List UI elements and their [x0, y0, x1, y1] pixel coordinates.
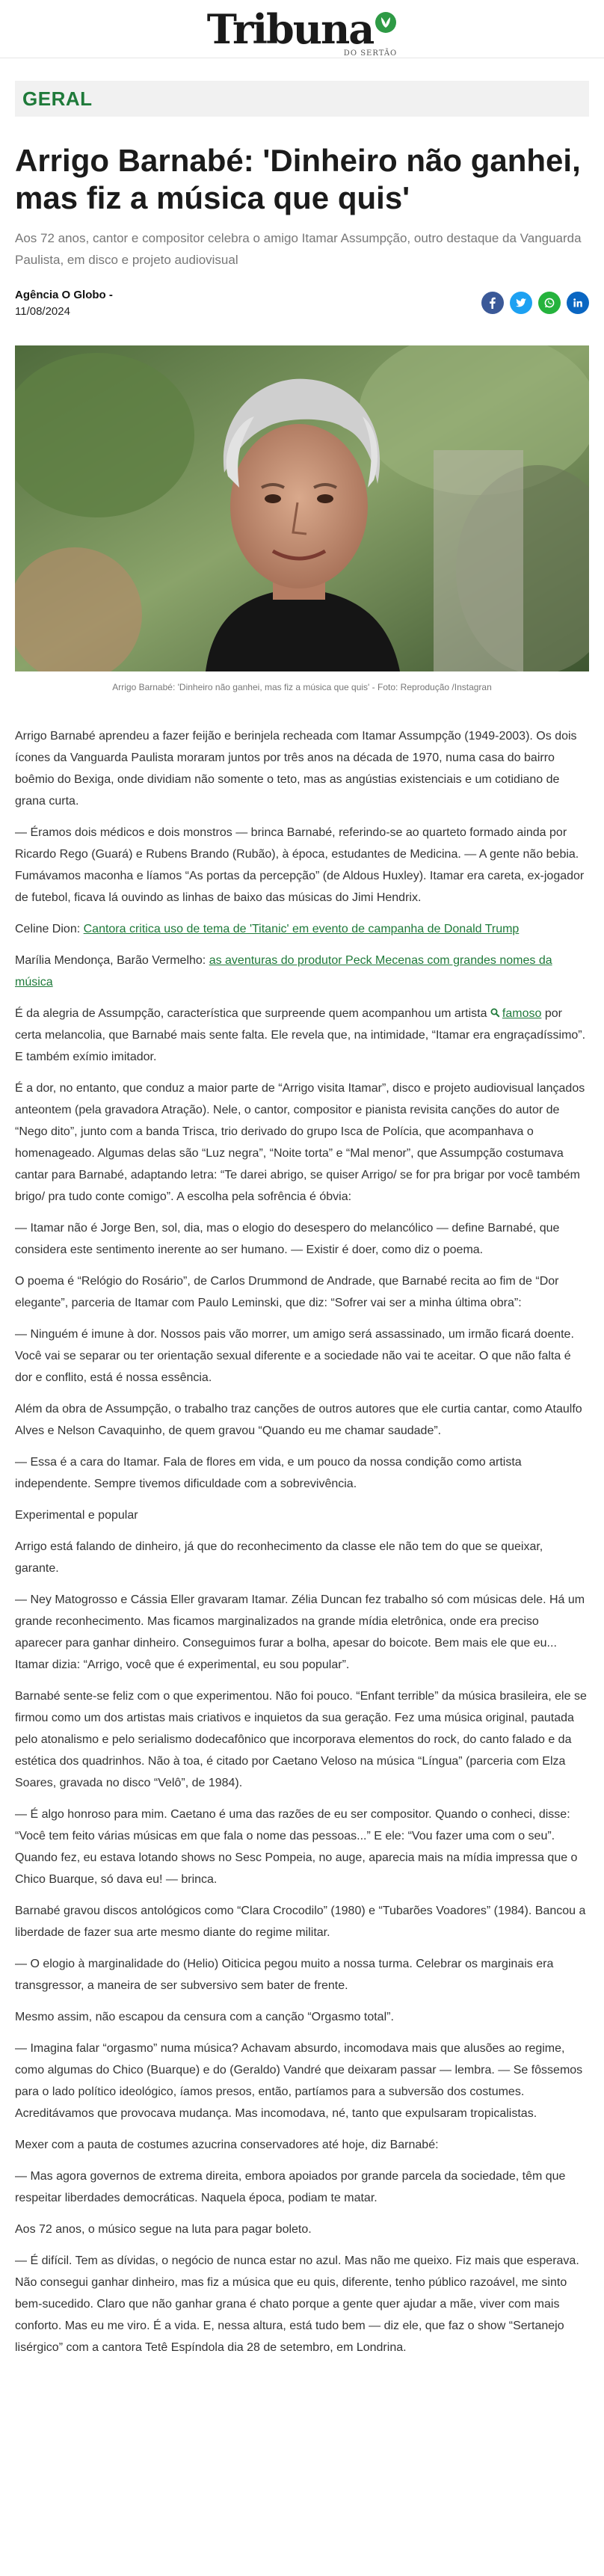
paragraph: Além da obra de Assumpção, o trabalho traz canções de outros autores que ele curtia cantar, como Ataulfo Alves e Nelson Cavaquinho, de quem gravou “Quando eu me chamar saudade”.: [15, 1403, 582, 1437]
related-link-paragraph: [15, 950, 589, 993]
twitter-share-button[interactable]: [510, 292, 532, 314]
paragraph: — Éramos dois médicos e dois monstros — brinca Barnabé, referindo-se ao quarteto formado ainda por Ricardo Rego (Guará) e Rubens Brando (Rubão), à época, estudantes de Medicina. — A gente não bebia. Fumávamos maconha e líamos “As portas da percepção” (de Aldous Huxley). Itamar era careta, ex-jogador de futebol, ficava lá ouvindo as linhas de baixo das músicas do Jimi Hendrix.: [15, 826, 585, 904]
section-label[interactable]: GERAL: [22, 87, 93, 110]
site-logo[interactable]: [206, 4, 398, 58]
facebook-icon: [487, 297, 499, 309]
paragraph: — Ney Matogrosso e Cássia Eller gravaram Itamar. Zélia Duncan fez trabalho só com músicas dele. Há um grande reconhecimento. Mas ficamos marginalizados na grande mídia eletrônica, onde era preciso aparecer para ganhar dinheiro. Conseguimos furar a bolha, apesar do boicote. Bem mais ele que eu... Itamar dizia: “Arrigo, você que é experimental, eu sou popular”.: [15, 1593, 585, 1671]
leaf-logo-icon: [375, 11, 397, 34]
related-link[interactable]: Cantora critica uso de tema de 'Titanic' em evento de campanha de Donald Trump: [83, 923, 520, 935]
paragraph: Aos 72 anos, o músico segue na luta para pagar boleto.: [15, 2223, 312, 2236]
paragraph: Arrigo Barnabé aprendeu a fazer feijão e berinjela recheada com Itamar Assumpção (1949-2003). Os dois ícones da Vanguarda Paulista moraram juntos por três anos na década de 1970, numa casa do bairro boêmio do Bexiga, onde dividiam não somente o teto, mas as angústias existenciais e um cotidiano de grana curta.: [15, 730, 577, 808]
paragraph: — Mas agora governos de extrema direita, embora apoiados por grande parcela da sociedade, têm que respeitar liberdades democráticas. Naquela época, podiam te matar.: [15, 2170, 566, 2204]
portrait-image: [15, 345, 589, 671]
article-subtitle: Aos 72 anos, cantor e compositor celebra o amigo Itamar Assumpção, outro destaque da Vanguarda Paulista, em disco e projeto audiovisual: [15, 231, 582, 267]
paragraph: Mesmo assim, não escapou da censura com a canção “Orgasmo total”.: [15, 2011, 394, 2023]
whatsapp-icon: [543, 297, 555, 309]
subheading: Experimental e popular: [15, 1509, 138, 1522]
related-link-paragraph: [15, 918, 589, 940]
paragraph: — Itamar não é Jorge Ben, sol, dia, mas o elogio do desespero do melancólico — define Barnabé, que considera este sentimento inerente ao ser humano. — Existir é doer, como diz o poema.: [15, 1222, 560, 1256]
byline: [15, 287, 113, 320]
paragraph: — Ninguém é imune à dor. Nossos pais vão morrer, um amigo será assassinado, um irmão ficará doente. Você vai se separar ou ter orientação sexual diferente e a sociedade não vai te aceitar. O que não falta é dor e conflito, está é nossa essência.: [15, 1328, 574, 1384]
twitter-icon: [515, 297, 527, 309]
text-segment: É da alegria de Assumpção, característica que surpreende quem acompanhou um artista: [15, 1007, 490, 1020]
logo-wordmark: Tribuna: [206, 4, 374, 53]
share-buttons: [481, 292, 589, 314]
linkedin-icon: [572, 297, 584, 309]
related-prefix: Celine Dion:: [15, 923, 84, 935]
search-icon: [490, 1008, 500, 1018]
site-header: [0, 0, 604, 58]
article-photo: [15, 345, 589, 671]
paragraph: [15, 1003, 589, 1068]
whatsapp-share-button[interactable]: [538, 292, 561, 314]
linkedin-share-button[interactable]: [567, 292, 589, 314]
photo-caption: Arrigo Barnabé: 'Dinheiro não ganhei, mas fiz a música que quis' - Foto: Reprodução /Instagran: [112, 682, 492, 692]
related-prefix: Marília Mendonça, Barão Vermelho:: [15, 954, 209, 967]
paragraph: — Imagina falar “orgasmo” numa música? Achavam absurdo, incomodava mais que alusões ao regime, como algumas do Chico (Buarque) e do (Geraldo) Vandré que deixaram passar — lembra. — Se fôssemos para o lado político ideológico, íamos presos, então, partíamos para a subversão dos costumes. Acreditávamos que provocava mudança. Mas incomodava, né, tanto que expulsaram tropicalistas.: [15, 2042, 583, 2120]
related-link[interactable]: as aventuras do produtor Peck Mecenas com grandes nomes da música: [15, 954, 552, 989]
author: Agência O Globo -: [15, 289, 113, 301]
article-body: [15, 725, 589, 2358]
keyword-link[interactable]: famoso: [502, 1007, 542, 1020]
publish-date: 11/08/2024: [15, 305, 70, 318]
paragraph: — O elogio à marginalidade do (Helio) Oiticica pegou muito a nossa turma. Celebrar os marginais era transgressor, a maneira de ser subversivo sem bater de frente.: [15, 1958, 554, 1992]
text-segment: por certa melancolia, que Barnabé mais sente falta. Ele revela que, na intimidade, “Itamar era engraçadíssimo”. E também exímio imitador.: [15, 1007, 586, 1063]
paragraph: É a dor, no entanto, que conduz a maior parte de “Arrigo visita Itamar”, disco e projeto audiovisual lançados anteontem (pela gravadora Atração). Nele, o cantor, compositor e pianista revisita canções do autor de “Nego dito”, junto com a banda Trisca, trio derivado do grupo Isca de Polícia, que acompanhava o homenageado. Algumas delas são “Luz negra”, “Noite torta” e “Mal menor”, que Assumpção costumava cantar para Barnabé, adaptando letra: “Te darei abrigo, se quiser Arrigo/ se for pra brigar por você também brigo/ pra tudo conte comigo”. A escolha pela sofrência é óbvia:: [15, 1082, 585, 1203]
paragraph: Mexer com a pauta de costumes azucrina conservadores até hoje, diz Barnabé:: [15, 2139, 439, 2151]
paragraph: Barnabé sente-se feliz com o que experimentou. Não foi pouco. “Enfant terrible” da música brasileira, ele se firmou como um dos artistas mais criativos e inquietos da sua geração. Fez uma música original, pautada pelo atonalismo e pelo serialismo dodecafônico que incorporava elementos do rock, do canto falado e da estética dos quadrinhos. Não à toa, é citado por Caetano Veloso na música “Língua” (parceria com Elza Soares, gravada no disco “Velô”, de 1984).: [15, 1690, 587, 1789]
section-bar: [15, 81, 589, 117]
paragraph: Barnabé gravou discos antológicos como “Clara Crocodilo” (1980) e “Tubarões Voadores” (1984). Bancou a liberdade de fazer sua arte mesmo diante do regime militar.: [15, 1905, 586, 1939]
logo-subtitle: DO SERTÃO: [343, 49, 398, 58]
paragraph: — É algo honroso para mim. Caetano é uma das razões de eu ser compositor. Quando o conheci, disse: “Você tem feito várias músicas em que fala o nome das pessoas...” E ele: “Vou fazer uma com o seu”. Quando fez, eu estava lotando shows no Sesc Pompeia, no auge, aparecia mais na mídia impressa que o Chico Buarque, só dava eu! — brinca.: [15, 1808, 578, 1886]
facebook-share-button[interactable]: [481, 292, 504, 314]
paragraph: — Essa é a cara do Itamar. Fala de flores em vida, e um pouco da nossa condição como artista independente. Sempre tivemos dificuldade com a sobrevivência.: [15, 1456, 522, 1490]
article-title: Arrigo Barnabé: 'Dinheiro não ganhei, mas fiz a música que quis': [15, 143, 581, 215]
article-meta: [15, 287, 589, 320]
paragraph: — É difícil. Tem as dívidas, o negócio de nunca estar no azul. Mas não me queixo. Fiz mais que esperava. Não consegui ganhar dinheiro, mas fiz a música que eu quis, diferente, tenho público razoável, me sinto bem-sucedido. Claro que não ganhar grana é chato porque a gente quer ajudar a mãe, viver com mais conforto. Mas eu me viro. É a vida. E, nessa altura, está tudo bem — diz ele, que faz o show “Sertanejo lisérgico” com a cantora Tetê Espíndola dia 28 de setembro, em Londrina.: [15, 2254, 579, 2354]
paragraph: Arrigo está falando de dinheiro, já que do reconhecimento da classe ele não tem do que se queixar, garante.: [15, 1540, 543, 1575]
paragraph: O poema é “Relógio do Rosário”, de Carlos Drummond de Andrade, que Barnabé recita ao fim de “Dor elegante”, parceria de Itamar com Paulo Leminski, que diz: “Sofrer vai ser a minha última obra”:: [15, 1275, 559, 1309]
